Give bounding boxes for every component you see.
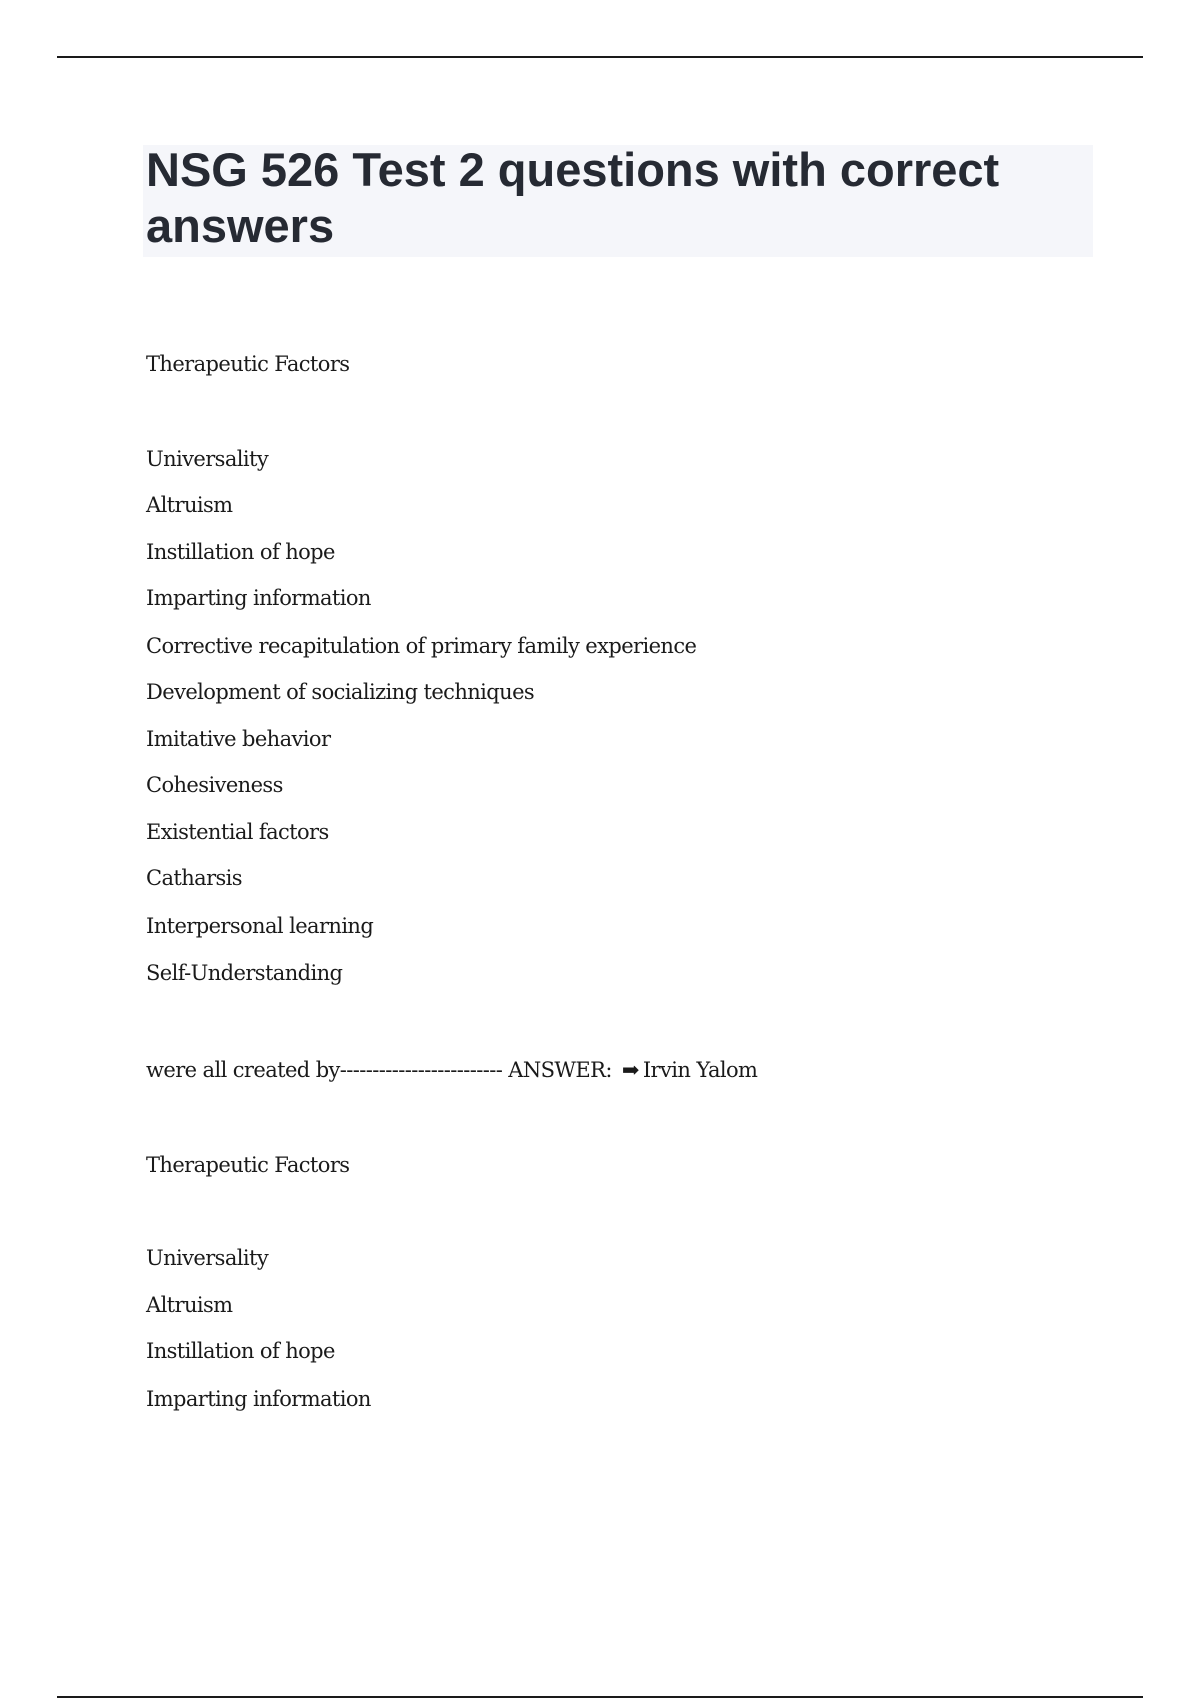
list-item: Development of socializing techniques [146,680,535,704]
question-prompt: were all created by------------------------- ANSWER: [146,1058,612,1082]
list-item: Altruism [146,1293,233,1317]
list-item: Instillation of hope [146,1339,335,1363]
list-item: Catharsis [146,866,242,890]
list-item: Altruism [146,493,233,517]
top-rule [57,56,1143,58]
list-item: Cohesiveness [146,773,283,797]
list-item: Instillation of hope [146,540,335,564]
list-item: Universality [146,1246,269,1270]
list-item: Imparting information [146,1387,371,1411]
list-item: Interpersonal learning [146,914,374,938]
answer-text: Irvin Yalom [642,1058,758,1082]
page-title: NSG 526 Test 2 questions with correct answers [146,143,1000,252]
list-item: Imparting information [146,586,371,610]
bottom-rule [57,1696,1143,1698]
arrow-right-icon: ➡ [621,1058,639,1082]
question-2-heading: Therapeutic Factors [146,1153,350,1177]
list-item: Imitative behavior [146,727,331,751]
answer-line [146,1056,757,1084]
question-1-heading: Therapeutic Factors [146,352,350,376]
list-item: Corrective recapitulation of primary family experience [146,634,697,658]
list-item: Existential factors [146,820,329,844]
list-item: Universality [146,447,269,471]
list-item: Self-Understanding [146,961,343,985]
